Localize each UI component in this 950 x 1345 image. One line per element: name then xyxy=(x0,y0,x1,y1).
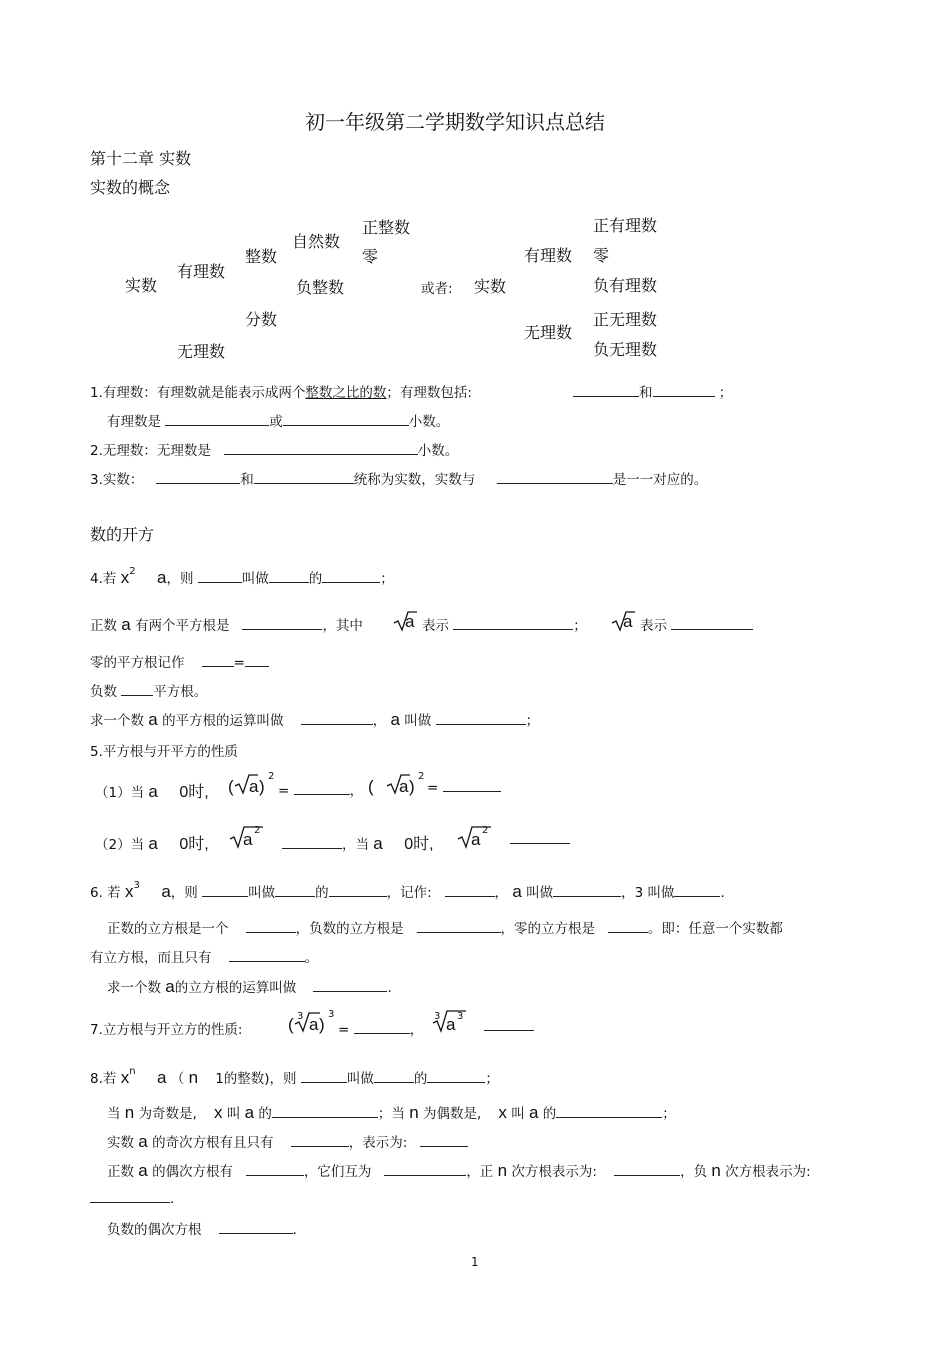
blank[interactable] xyxy=(510,831,570,844)
blank[interactable] xyxy=(294,782,350,795)
page-title: 初一年级第二学期数学知识点总结 xyxy=(305,110,605,134)
blank[interactable] xyxy=(420,1134,468,1147)
odd-root-line: 实数 a 的奇次方根有且只有 ，表示为: xyxy=(107,1131,468,1152)
page-number: 1 xyxy=(471,1255,479,1269)
blank[interactable] xyxy=(671,617,753,630)
radicand-a: a xyxy=(471,830,481,849)
property-1: （1）当 a 0时, xyxy=(95,782,209,801)
item-7-blank-a: = ， xyxy=(338,1022,424,1038)
blank[interactable] xyxy=(156,471,240,484)
blank[interactable] xyxy=(272,1105,378,1118)
section-heading-roots: 数的开方 xyxy=(90,525,155,544)
tree2-irrational: 无理数 xyxy=(524,323,573,342)
blank[interactable] xyxy=(653,384,715,397)
exponent: 2 xyxy=(268,771,275,782)
sqrt-operation-line: 求一个数 a 的平方根的运算叫做 ， a 叫做 ； xyxy=(90,710,540,729)
blank[interactable] xyxy=(374,1070,414,1083)
blank[interactable] xyxy=(608,920,648,933)
cube-root-operation: 求一个数 a的立方根的运算叫做 . xyxy=(107,977,392,996)
radicand-a: a xyxy=(405,612,415,631)
paren-open: ( xyxy=(228,777,234,796)
blank[interactable] xyxy=(573,384,639,397)
blank[interactable] xyxy=(417,920,501,933)
paren-close: ) xyxy=(409,777,415,796)
exponent: 2 xyxy=(418,771,425,782)
property-1-blank-a: = ， xyxy=(278,783,364,799)
tree2-root: 实数 xyxy=(474,277,507,296)
blank[interactable] xyxy=(313,979,387,992)
tree2-neg-rational: 负有理数 xyxy=(593,276,658,295)
item-7-blank-b xyxy=(484,1018,534,1035)
blank[interactable] xyxy=(198,570,242,583)
property-2: （2）当 a 0时, xyxy=(95,834,209,853)
positive-sqrt-means: 表示 ； xyxy=(422,618,587,634)
cube-root-line-1: 正数的立方根是一个 ，负数的立方根是 ，零的立方根是 。即：任意一个实数都 xyxy=(107,921,783,937)
tree2-pos-irrational: 正无理数 xyxy=(593,310,658,329)
blank[interactable] xyxy=(614,1163,680,1176)
exponent: 2 xyxy=(254,825,261,836)
root-index: 3 xyxy=(434,1011,441,1022)
blank[interactable] xyxy=(165,413,269,426)
positive-sqrt-line: 正数 a 有两个平方根是 ，其中 xyxy=(90,615,363,634)
blank[interactable] xyxy=(202,884,248,897)
radicand-a: a xyxy=(249,777,259,796)
blank[interactable] xyxy=(242,617,322,630)
blank[interactable] xyxy=(329,884,387,897)
paren-open: ( xyxy=(288,1015,294,1034)
tree1-integer: 整数 xyxy=(245,247,278,266)
item-7: 7.立方根与开立方的性质: xyxy=(90,1022,243,1038)
radicand-a: a xyxy=(399,777,409,796)
chapter-heading: 第十二章 实数 xyxy=(90,149,192,168)
blank[interactable] xyxy=(301,712,373,725)
tree2-neg-irrational: 负无理数 xyxy=(593,340,658,359)
blank[interactable] xyxy=(445,884,495,897)
section-heading-concept: 实数的概念 xyxy=(90,178,171,197)
blank[interactable] xyxy=(282,836,342,849)
blank[interactable] xyxy=(556,1105,662,1118)
blank[interactable] xyxy=(384,1163,466,1176)
paren-close: ) xyxy=(259,777,265,796)
paren-open: ( xyxy=(368,777,374,796)
blank[interactable] xyxy=(229,949,305,962)
item-8: 8.若 $x^n$ a （ n 1的整数)，则 叫做 的 ； xyxy=(90,1066,499,1087)
paren-close: ) xyxy=(319,1015,325,1034)
zero-sqrt-line: 零的平方根记作 = xyxy=(90,651,269,671)
blank[interactable] xyxy=(121,683,153,696)
blank[interactable] xyxy=(301,1070,347,1083)
blank[interactable] xyxy=(283,413,409,426)
item-2: 2.无理数：无理数是 小数。 xyxy=(90,443,459,459)
or-label: 或者: xyxy=(421,281,453,297)
blank[interactable] xyxy=(224,442,418,455)
negative-even-root-line: 负数的偶次方根 . xyxy=(107,1222,297,1238)
exponent: 3 xyxy=(328,1009,335,1020)
radicand-a: a xyxy=(623,612,633,631)
blank[interactable] xyxy=(219,1221,293,1234)
cube-root-line-2: 有立方根，而且只有 。 xyxy=(90,950,319,966)
blank[interactable] xyxy=(291,1134,349,1147)
blank[interactable] xyxy=(674,884,720,897)
underlined-term: 整数之比的数 xyxy=(305,385,387,401)
blank[interactable] xyxy=(484,1018,534,1031)
tree1-zero: 零 xyxy=(362,247,379,266)
tree1-fraction: 分数 xyxy=(245,310,278,329)
item-4: 4.若 $x^2$ a，则 叫做 的 ； xyxy=(90,566,394,587)
tree1-natural: 自然数 xyxy=(292,232,341,251)
exponent: 2 xyxy=(482,825,489,836)
tree2-rational: 有理数 xyxy=(524,246,573,265)
property-2-mid: ，当 a 0时, xyxy=(282,831,434,854)
radicand-a: a xyxy=(243,830,253,849)
odd-even-root-line: 当 n 为奇数是, x 叫 a 的 ；当 n 为偶数是, x 叫 a 的 ； xyxy=(107,1103,676,1122)
item-6: 6. 若 $x^3$ a，则 叫做 的 ，记作: ， a 叫做 ，3 叫做 . xyxy=(90,880,725,901)
even-root-line-cont: . xyxy=(90,1190,174,1207)
tree1-rational: 有理数 xyxy=(177,262,226,281)
item-3: 3.实数： 和 统称为实数，实数与 是一一对应的。 xyxy=(90,472,708,488)
exponent: 3 xyxy=(457,1011,464,1022)
tree1-neg-integer: 负整数 xyxy=(296,278,345,297)
blank[interactable] xyxy=(254,471,354,484)
item-1-line-2: 有理数是 或 小数。 xyxy=(107,414,450,430)
tree2-zero: 零 xyxy=(593,246,610,265)
tree1-root: 实数 xyxy=(125,276,158,295)
blank[interactable] xyxy=(443,779,501,792)
blank[interactable] xyxy=(453,617,573,630)
blank[interactable] xyxy=(90,1190,170,1203)
negative-sqrt-means: 表示 xyxy=(640,614,753,634)
blank[interactable] xyxy=(269,570,309,583)
blank[interactable] xyxy=(436,712,526,725)
blank[interactable] xyxy=(322,570,380,583)
item-5: 5.平方根与开平方的性质 xyxy=(90,744,238,760)
blank[interactable] xyxy=(245,654,269,667)
tree2-pos-rational: 正有理数 xyxy=(593,216,658,235)
item-1-blanks: 和 ； xyxy=(573,381,732,401)
blank[interactable] xyxy=(246,1163,304,1176)
blank[interactable] xyxy=(202,654,234,667)
blank[interactable] xyxy=(553,884,621,897)
negative-sqrt-line: 负数 平方根。 xyxy=(90,684,208,700)
blank[interactable] xyxy=(275,884,315,897)
radicand-a: a xyxy=(309,1015,319,1034)
tree1-irrational: 无理数 xyxy=(177,342,226,361)
property-2-blank xyxy=(510,831,570,848)
blank[interactable] xyxy=(427,1070,485,1083)
blank[interactable] xyxy=(497,471,613,484)
radicand-a: a xyxy=(446,1015,456,1034)
blank[interactable] xyxy=(354,1021,410,1034)
item-1-line-1: 1.有理数：有理数就是能表示成两个整数之比的数；有理数包括: xyxy=(90,385,472,401)
property-1-blank-b: = xyxy=(427,779,501,796)
root-index: 3 xyxy=(297,1011,304,1022)
tree1-pos-integer: 正整数 xyxy=(362,218,411,237)
blank[interactable] xyxy=(246,920,296,933)
even-root-line: 正数 a 的偶次方根有 ，它们互为 ，正 n 次方根表示为: ，负 n 次方根表示为: xyxy=(107,1161,811,1180)
